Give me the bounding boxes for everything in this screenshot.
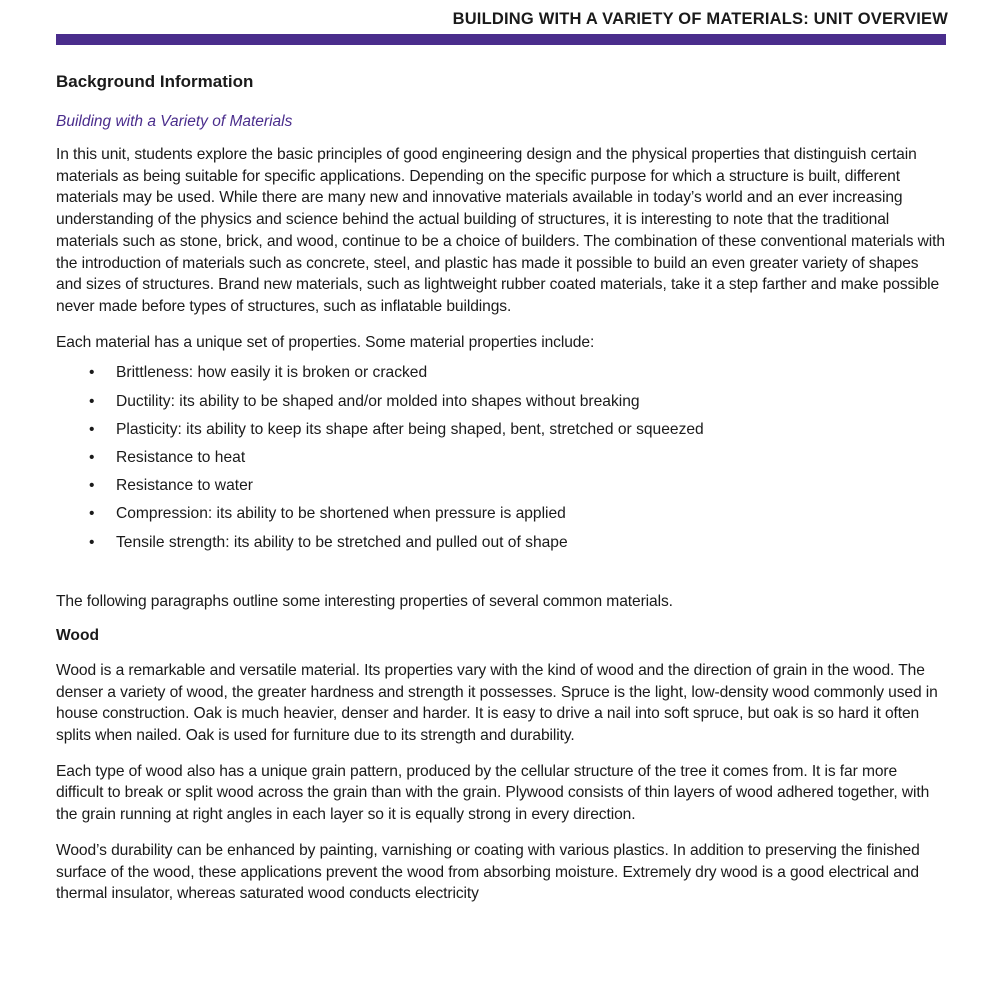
unit-subtitle: Building with a Variety of Materials [56,113,293,130]
bullet-icon: • [89,392,95,410]
wood-paragraph: Each type of wood also has a unique grain pattern, produced by the cellular structure of the tree it comes from. It is far more difficult to break or split wood across the grain than with the grain. Plywood consists of thin layers of wood adhered together, with the grain running at right angles in each layer so it is equally strong in every direction. [56,762,930,824]
document-body [56,70,948,919]
property-compression [56,503,948,525]
property-tensile-strength [56,532,948,554]
property-text: Resistance to heat [116,448,246,466]
properties-intro: Each material has a unique set of properties. Some material properties include: [56,333,595,351]
bullet-icon: • [89,477,95,495]
bullet-icon: • [89,533,95,551]
property-heat-resistance [56,447,948,469]
wood-paragraph: Wood is a remarkable and versatile material. Its properties vary with the kind of wood and the direction of grain in the wood. The denser a variety of wood, the greater hardness and strength it possesses. Spruce is the light, low-density wood commonly used in house construction. Oak is much heavier, denser and harder. It is easy to drive a nail into soft spruce, but oak is so hard it often splits when nailed. Oak is used for furniture due to its strength and durability. [56,661,938,745]
property-text: Brittleness: how easily it is broken or cracked [116,364,428,382]
bullet-icon: • [89,448,95,466]
property-brittleness [56,362,948,384]
wood-heading: Wood [56,626,100,644]
property-water-resistance [56,475,948,497]
properties-list [56,362,948,553]
intro-paragraph: In this unit, students explore the basic principles of good engineering design and the physical properties that distinguish certain materials as being suitable for specific applications. Depending on the specific purpose for which a structure is built, different materials may be used. While there are many new and innovative materials available in today’s world and an ever increasing understanding of the physics and science behind the actual building of structures, it is interesting to note that the traditional materials such as stone, brick, and wood, continue to be a choice of builders. The combination of these conventional materials with the introduction of materials such as concrete, steel, and plastic has made it possible to build an even greater variety of shapes and sizes of structures. Brand new materials, such as lightweight rubber coated materials, take it a step farther and make possible never made before types of structures, such as inflatable buildings. [56,146,945,315]
wood-paragraph: Wood’s durability can be enhanced by painting, varnishing or coating with various plastics. In addition to preserving the finished surface of the wood, these applications prevent the wood from absorbing moisture. Extremely dry wood is a good electrical and thermal insulator, whereas saturated wood conducts electricity [56,841,920,903]
outline-paragraph: The following paragraphs outline some interesting properties of several common materials. [56,593,673,611]
bullet-icon: • [89,420,95,438]
unit-overview-header: BUILDING WITH A VARIETY OF MATERIALS: UNIT OVERVIEW [452,10,948,28]
property-text: Compression: its ability to be shortened when pressure is applied [116,505,566,523]
bullet-icon: • [89,505,95,523]
property-ductility [56,391,948,413]
property-text: Plasticity: its ability to keep its shape after being shaped, bent, stretched or squeezed [116,420,704,438]
property-text: Tensile strength: its ability to be stretched and pulled out of shape [116,533,568,551]
background-heading: Background Information [56,72,254,91]
header-accent-bar [56,34,946,45]
property-plasticity [56,419,948,441]
bullet-icon: • [89,364,95,382]
property-text: Ductility: its ability to be shaped and/or molded into shapes without breaking [116,392,640,410]
property-text: Resistance to water [116,477,253,495]
